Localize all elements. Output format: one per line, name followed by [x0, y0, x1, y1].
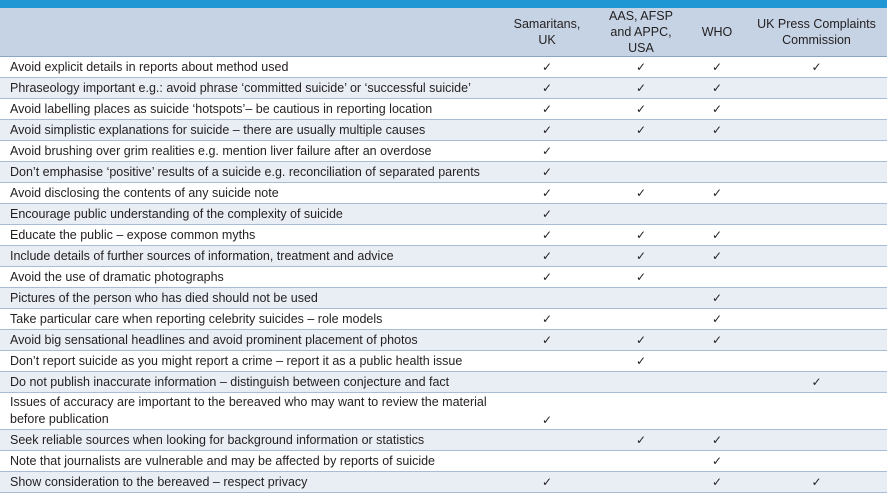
table-row	[0, 183, 887, 204]
check-icon-who: ✓	[688, 472, 746, 493]
empty-cell-aas-afsp-appc	[594, 204, 688, 225]
empty-cell-aas-afsp-appc	[594, 309, 688, 330]
empty-cell-aas-afsp-appc	[594, 162, 688, 183]
check-icon-aas-afsp-appc: ✓	[594, 330, 688, 351]
check-icon-press-complaints: ✓	[746, 57, 887, 78]
check-icon-who: ✓	[688, 330, 746, 351]
check-icon-who: ✓	[688, 309, 746, 330]
guideline-label: Avoid big sensational headlines and avoid prominent placement of photos	[0, 330, 500, 351]
check-icon-samaritans: ✓	[500, 225, 594, 246]
table-row	[0, 162, 887, 183]
header-cell-press-complaints: UK Press Complaints Commission	[746, 8, 887, 57]
table-row	[0, 57, 887, 78]
empty-cell-press-complaints	[746, 330, 887, 351]
empty-cell-press-complaints	[746, 225, 887, 246]
header-cell-aas-afsp-appc: AAS, AFSP and APPC, USA	[594, 8, 688, 57]
empty-cell-press-complaints	[746, 309, 887, 330]
guideline-label: Phraseology important e.g.: avoid phrase ‘committed suicide’ or ‘successful suicide’	[0, 78, 500, 99]
empty-cell-samaritans	[500, 430, 594, 451]
table-row	[0, 225, 887, 246]
header-cell-samaritans: Samaritans, UK	[500, 8, 594, 57]
empty-cell-press-complaints	[746, 204, 887, 225]
empty-cell-who	[688, 351, 746, 372]
empty-cell-press-complaints	[746, 141, 887, 162]
guideline-label: Don’t report suicide as you might report a crime – report it as a public health issue	[0, 351, 500, 372]
check-icon-press-complaints: ✓	[746, 472, 887, 493]
empty-cell-aas-afsp-appc	[594, 451, 688, 472]
check-icon-aas-afsp-appc: ✓	[594, 183, 688, 204]
table-row	[0, 472, 887, 493]
guideline-label: Educate the public – expose common myths	[0, 225, 500, 246]
check-icon-who: ✓	[688, 246, 746, 267]
table-row	[0, 451, 887, 472]
empty-cell-who	[688, 372, 746, 393]
check-icon-aas-afsp-appc: ✓	[594, 246, 688, 267]
check-icon-aas-afsp-appc: ✓	[594, 430, 688, 451]
check-icon-who: ✓	[688, 120, 746, 141]
empty-cell-samaritans	[500, 351, 594, 372]
empty-cell-press-complaints	[746, 78, 887, 99]
table-row	[0, 120, 887, 141]
guideline-label: Don’t emphasise ‘positive’ results of a suicide e.g. reconciliation of separated parents	[0, 162, 500, 183]
empty-cell-press-complaints	[746, 267, 887, 288]
table-row	[0, 204, 887, 225]
check-icon-samaritans: ✓	[500, 57, 594, 78]
empty-cell-press-complaints	[746, 430, 887, 451]
empty-cell-samaritans	[500, 288, 594, 309]
table-row	[0, 351, 887, 372]
guideline-label: Include details of further sources of information, treatment and advice	[0, 246, 500, 267]
check-icon-aas-afsp-appc: ✓	[594, 351, 688, 372]
guideline-label: Avoid the use of dramatic photographs	[0, 267, 500, 288]
empty-cell-aas-afsp-appc	[594, 472, 688, 493]
table-row	[0, 430, 887, 451]
check-icon-samaritans: ✓	[500, 204, 594, 225]
check-icon-who: ✓	[688, 78, 746, 99]
check-icon-samaritans: ✓	[500, 246, 594, 267]
check-icon-who: ✓	[688, 183, 746, 204]
empty-cell-press-complaints	[746, 288, 887, 309]
empty-cell-press-complaints	[746, 393, 887, 430]
table-row	[0, 309, 887, 330]
guideline-label: Do not publish inaccurate information – distinguish between conjecture and fact	[0, 372, 500, 393]
empty-cell-press-complaints	[746, 451, 887, 472]
check-icon-samaritans: ✓	[500, 99, 594, 120]
empty-cell-press-complaints	[746, 351, 887, 372]
header-row	[0, 8, 887, 57]
check-icon-samaritans: ✓	[500, 309, 594, 330]
check-icon-samaritans: ✓	[500, 141, 594, 162]
guideline-label: Avoid disclosing the contents of any suicide note	[0, 183, 500, 204]
table-row	[0, 141, 887, 162]
header-accent-bar	[0, 0, 887, 8]
empty-cell-who	[688, 393, 746, 430]
table-row	[0, 78, 887, 99]
table-body	[0, 57, 887, 493]
guideline-label: Take particular care when reporting celebrity suicides – role models	[0, 309, 500, 330]
check-icon-aas-afsp-appc: ✓	[594, 78, 688, 99]
table-row	[0, 372, 887, 393]
guideline-label: Seek reliable sources when looking for background information or statistics	[0, 430, 500, 451]
guideline-label: Avoid labelling places as suicide ‘hotspots’– be cautious in reporting location	[0, 99, 500, 120]
guideline-label: Issues of accuracy are important to the bereaved who may want to review the material before publication	[0, 393, 500, 430]
table-row	[0, 393, 887, 430]
table-row	[0, 267, 887, 288]
check-icon-samaritans: ✓	[500, 78, 594, 99]
check-icon-samaritans: ✓	[500, 120, 594, 141]
guideline-label: Encourage public understanding of the complexity of suicide	[0, 204, 500, 225]
empty-cell-who	[688, 141, 746, 162]
guidelines-table	[0, 8, 887, 493]
empty-cell-who	[688, 204, 746, 225]
check-icon-who: ✓	[688, 288, 746, 309]
check-icon-aas-afsp-appc: ✓	[594, 57, 688, 78]
check-icon-press-complaints: ✓	[746, 372, 887, 393]
empty-cell-press-complaints	[746, 99, 887, 120]
table-row	[0, 288, 887, 309]
empty-cell-press-complaints	[746, 162, 887, 183]
check-icon-aas-afsp-appc: ✓	[594, 267, 688, 288]
check-icon-aas-afsp-appc: ✓	[594, 120, 688, 141]
check-icon-samaritans: ✓	[500, 267, 594, 288]
guideline-label: Show consideration to the bereaved – respect privacy	[0, 472, 500, 493]
check-icon-who: ✓	[688, 225, 746, 246]
empty-cell-press-complaints	[746, 120, 887, 141]
check-icon-samaritans: ✓	[500, 162, 594, 183]
guideline-label: Avoid brushing over grim realities e.g. mention liver failure after an overdose	[0, 141, 500, 162]
header-cell-guideline	[0, 8, 500, 57]
check-icon-samaritans: ✓	[500, 393, 594, 430]
check-icon-who: ✓	[688, 430, 746, 451]
empty-cell-aas-afsp-appc	[594, 141, 688, 162]
empty-cell-who	[688, 162, 746, 183]
empty-cell-samaritans	[500, 451, 594, 472]
check-icon-samaritans: ✓	[500, 330, 594, 351]
empty-cell-aas-afsp-appc	[594, 288, 688, 309]
check-icon-who: ✓	[688, 451, 746, 472]
guideline-label: Note that journalists are vulnerable and may be affected by reports of suicide	[0, 451, 500, 472]
empty-cell-aas-afsp-appc	[594, 372, 688, 393]
guideline-label: Avoid explicit details in reports about method used	[0, 57, 500, 78]
header-cell-who: WHO	[688, 8, 746, 57]
check-icon-samaritans: ✓	[500, 472, 594, 493]
guideline-label: Pictures of the person who has died should not be used	[0, 288, 500, 309]
table-row	[0, 246, 887, 267]
check-icon-who: ✓	[688, 57, 746, 78]
empty-cell-press-complaints	[746, 246, 887, 267]
table-row	[0, 330, 887, 351]
empty-cell-press-complaints	[746, 183, 887, 204]
empty-cell-aas-afsp-appc	[594, 393, 688, 430]
empty-cell-who	[688, 267, 746, 288]
table-header	[0, 8, 887, 57]
table-row	[0, 99, 887, 120]
empty-cell-samaritans	[500, 372, 594, 393]
guideline-label: Avoid simplistic explanations for suicide – there are usually multiple causes	[0, 120, 500, 141]
check-icon-who: ✓	[688, 99, 746, 120]
check-icon-aas-afsp-appc: ✓	[594, 225, 688, 246]
check-icon-samaritans: ✓	[500, 183, 594, 204]
check-icon-aas-afsp-appc: ✓	[594, 99, 688, 120]
